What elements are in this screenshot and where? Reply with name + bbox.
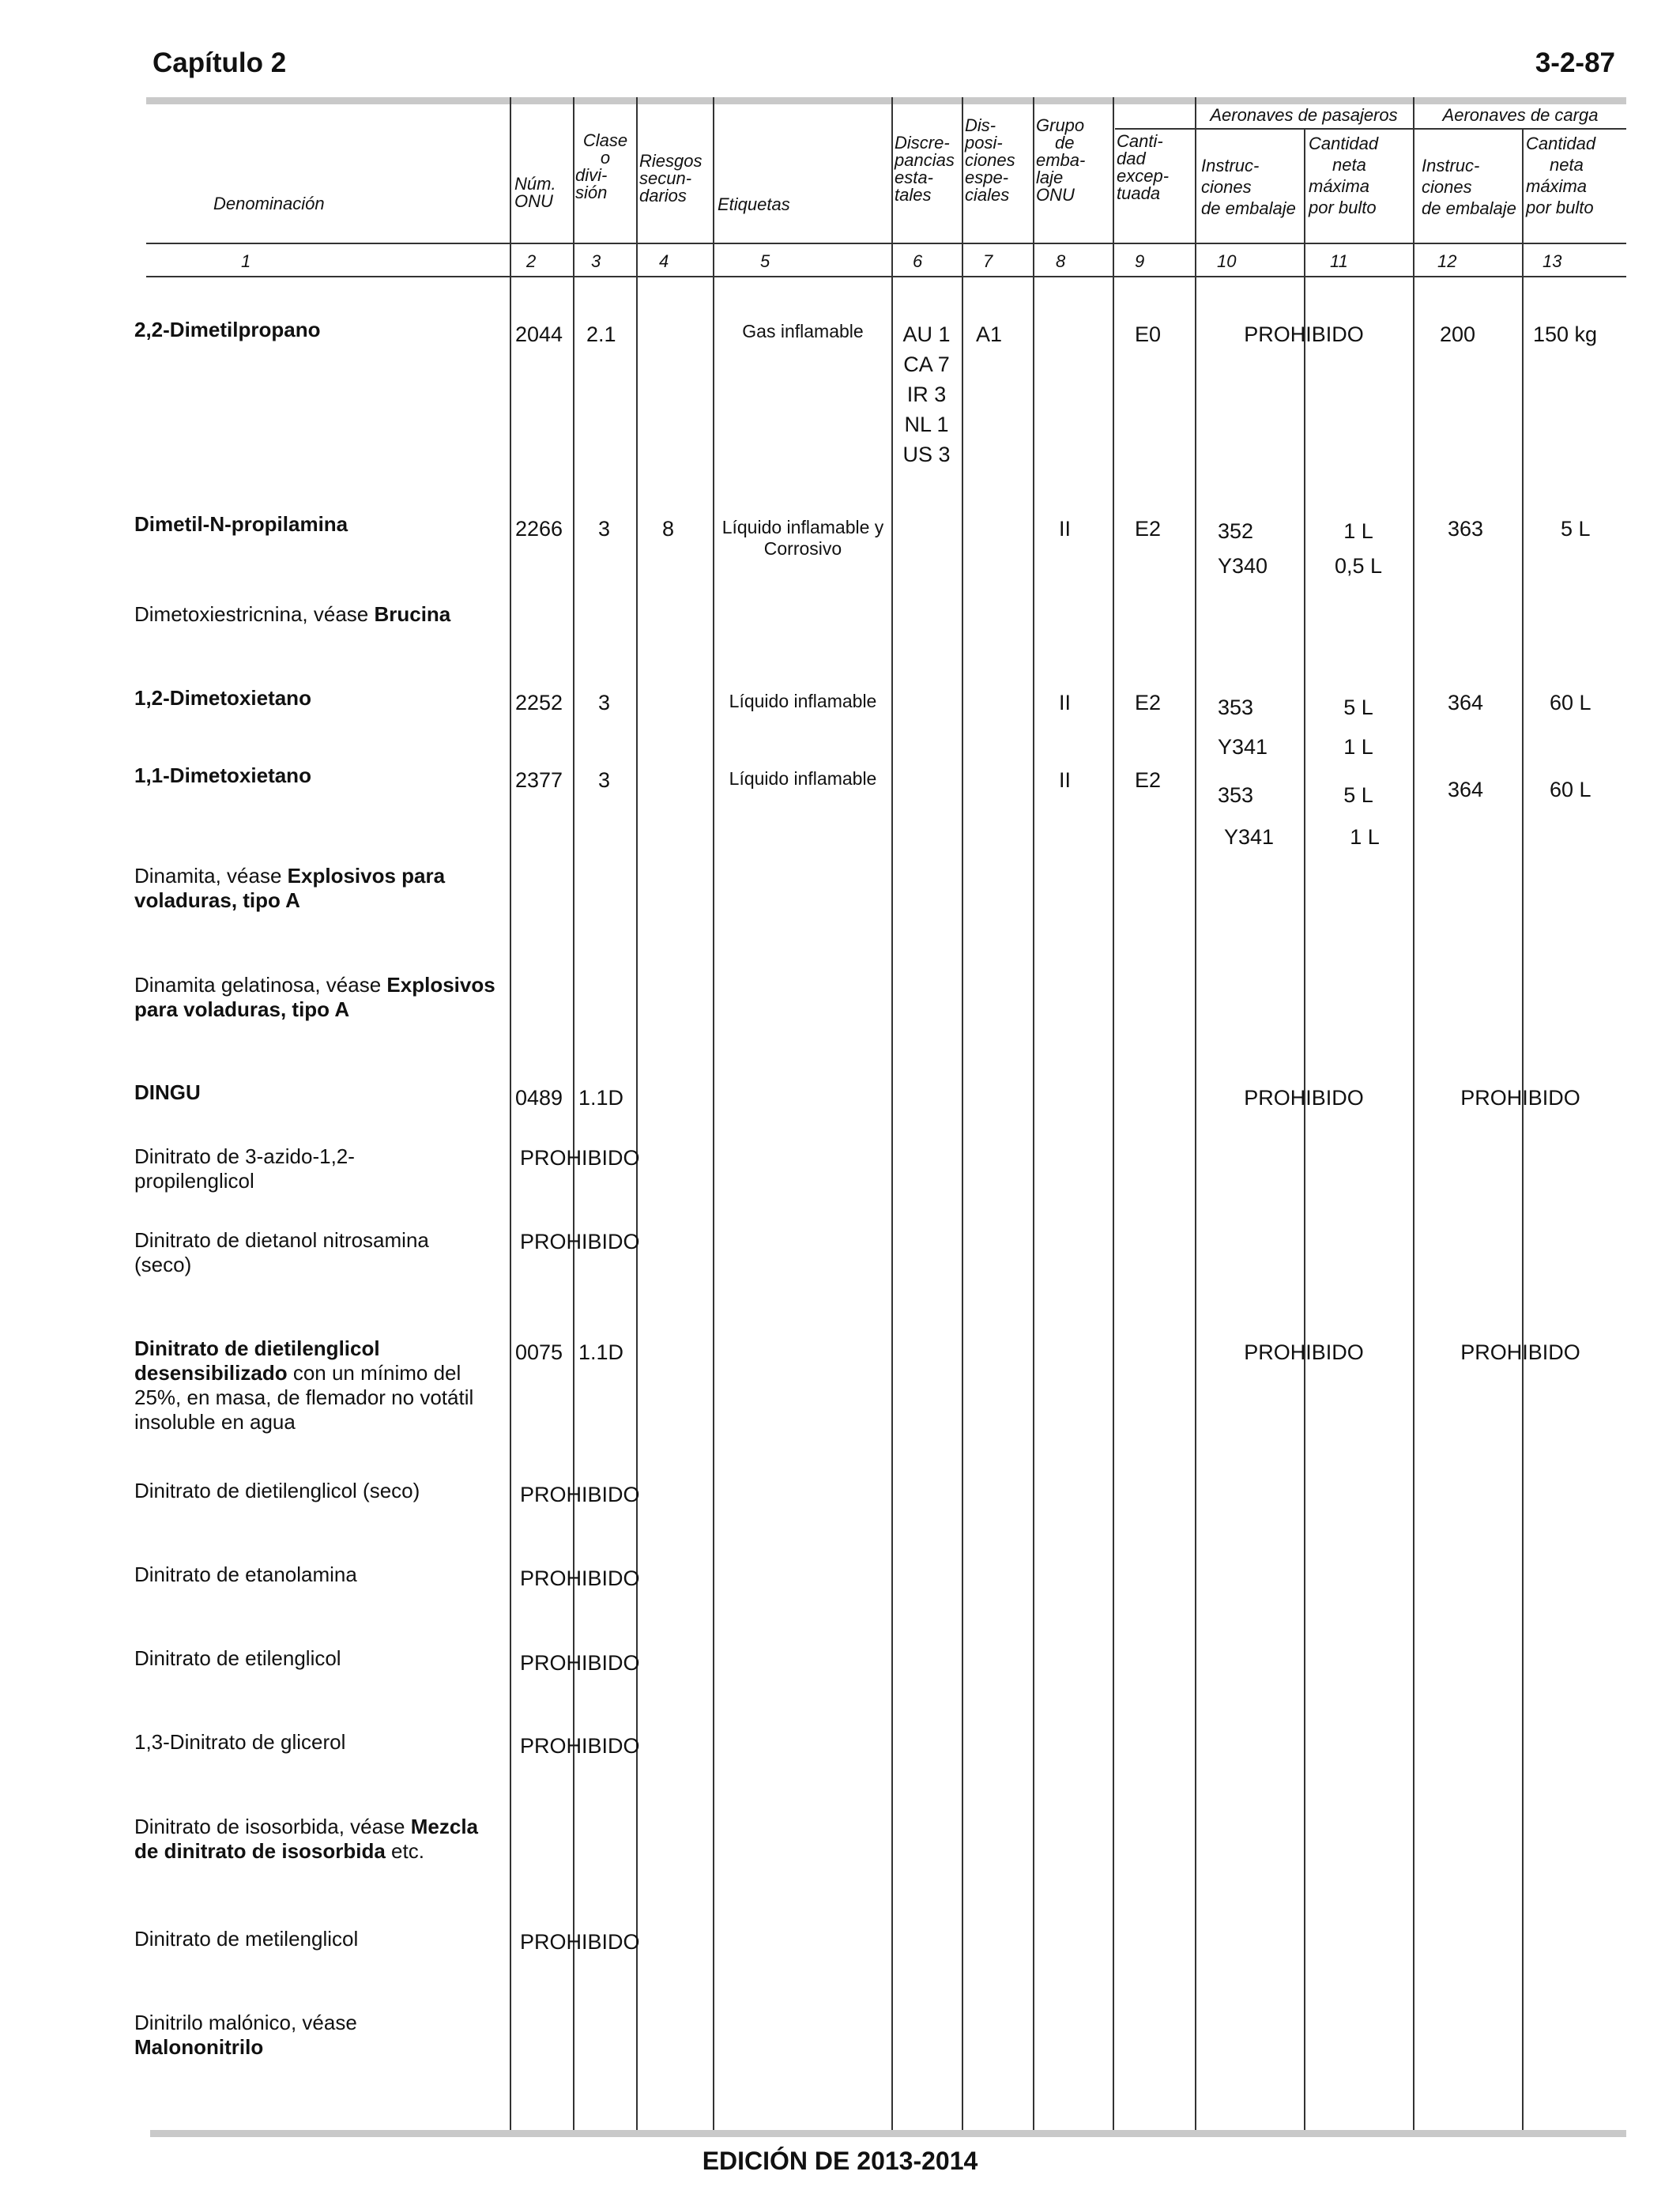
passenger-instruction: 353 Y341 bbox=[1218, 783, 1275, 849]
entry-name: 1,1-Dimetoxietano bbox=[134, 763, 311, 787]
packing-group: II bbox=[1059, 517, 1072, 541]
packing-group: II bbox=[1059, 768, 1072, 792]
entry-name: Dinitrato de etilenglicol bbox=[134, 1646, 341, 1670]
header-cargo-instructions: Instruc- ciones de embalaje bbox=[1422, 156, 1516, 218]
prohibited-status: PROHIBIDO bbox=[520, 1930, 640, 1954]
bottom-rule bbox=[150, 2130, 1626, 2137]
header-denominacion: Denominación bbox=[213, 194, 325, 213]
entry-name: Dinitrato de 3-azido-1,2-propilenglicol bbox=[134, 1144, 355, 1193]
entry-name: Dinitrato de etanolamina bbox=[134, 1563, 357, 1586]
column-divider bbox=[713, 97, 714, 2130]
passenger-quantity: 5 L 1 L bbox=[1343, 783, 1380, 849]
entry-name: Dimetoxiestricnina, véase Brucina bbox=[134, 602, 451, 626]
passenger-quantity: 5 L 1 L bbox=[1343, 696, 1373, 759]
entry-name: Dinitrato de dietanol nitrosamina (seco) bbox=[134, 1228, 429, 1276]
un-number: 2266 bbox=[515, 517, 563, 541]
column-number: 7 bbox=[983, 251, 993, 271]
top-rule bbox=[146, 97, 1626, 104]
cargo-instruction: 200 bbox=[1440, 322, 1476, 346]
excepted-quantity: E2 bbox=[1135, 691, 1162, 714]
entry-name: Dinamita gelatinosa, véase Explosivos para voladuras, tipo A bbox=[134, 973, 495, 1021]
passenger-instruction: 353 Y341 bbox=[1218, 696, 1268, 759]
class-division: 1.1D bbox=[578, 1086, 624, 1110]
passenger-prohibited: PROHIBIDO bbox=[1244, 322, 1364, 346]
entry-name: Dinitrilo malónico, véase Malononitrilo bbox=[134, 2011, 357, 2059]
class-division: 3 bbox=[598, 768, 611, 792]
class-division: 3 bbox=[598, 517, 611, 541]
chapter-title: Capítulo 2 bbox=[153, 47, 287, 78]
prohibited-status: PROHIBIDO bbox=[520, 1230, 640, 1253]
column-number: 5 bbox=[760, 251, 770, 271]
excepted-quantity: E2 bbox=[1135, 517, 1162, 541]
hazard-label: Gas inflamable bbox=[742, 321, 864, 341]
entry-name: 1,2-Dimetoxietano bbox=[134, 686, 311, 710]
column-number: 9 bbox=[1135, 251, 1145, 271]
cargo-quantity: 60 L bbox=[1550, 778, 1591, 801]
header-passenger-aircraft: Aeronaves de pasajeros bbox=[1210, 105, 1398, 125]
cargo-quantity: 150 kg bbox=[1533, 322, 1598, 346]
special-provision: A1 bbox=[976, 322, 1003, 346]
prohibited-status: PROHIBIDO bbox=[520, 1146, 640, 1170]
entry-name: 2,2-Dimetilpropano bbox=[134, 318, 321, 341]
column-number: 10 bbox=[1217, 251, 1237, 271]
un-number: 2252 bbox=[515, 691, 563, 714]
header-secondary-risks: Riesgos secun- darios bbox=[639, 151, 703, 205]
column-number: 13 bbox=[1543, 251, 1562, 271]
un-number: 0489 bbox=[515, 1086, 563, 1110]
entry-name: Dinitrato de metilenglicol bbox=[134, 1927, 359, 1951]
cargo-instruction: 364 bbox=[1448, 778, 1484, 801]
class-division: 1.1D bbox=[578, 1340, 624, 1364]
column-divider bbox=[1033, 97, 1034, 2130]
entry-name: Dimetil-N-propilamina bbox=[134, 512, 348, 536]
passenger-quantity: 1 L 0,5 L bbox=[1334, 519, 1383, 578]
column-number-rule bbox=[146, 276, 1626, 277]
header-packing-group: Grupo de emba- laje ONU bbox=[1036, 115, 1086, 205]
entry-name: 1,3-Dinitrato de glicerol bbox=[134, 1730, 346, 1754]
un-number: 2377 bbox=[515, 768, 563, 792]
prohibited-status: PROHIBIDO bbox=[520, 1651, 640, 1675]
class-division: 3 bbox=[598, 691, 611, 714]
entry-name: Dinitrato de dietilenglicol (seco) bbox=[134, 1479, 420, 1502]
header-class-division: divi- sión bbox=[575, 165, 608, 202]
header-excepted-quantity: Canti- dad excep- tuada bbox=[1117, 131, 1170, 203]
passenger-prohibited: PROHIBIDO bbox=[1244, 1340, 1364, 1364]
header-cargo-aircraft: Aeronaves de carga bbox=[1442, 105, 1599, 125]
column-divider bbox=[636, 97, 638, 2130]
header-state-variations: Discre- pancias esta- tales bbox=[895, 133, 955, 205]
entry-name: Dinamita, véase Explosivos para voladuras, tipo A bbox=[134, 864, 446, 912]
column-divider bbox=[573, 97, 574, 2130]
column-number: 1 bbox=[241, 251, 251, 271]
excepted-quantity: E2 bbox=[1135, 768, 1162, 792]
excepted-quantity: E0 bbox=[1135, 322, 1162, 346]
column-number: 6 bbox=[913, 251, 923, 271]
prohibited-status: PROHIBIDO bbox=[520, 1483, 640, 1506]
cargo-instruction: 363 bbox=[1448, 517, 1484, 541]
page-number: 3-2-87 bbox=[1535, 47, 1615, 78]
header-un-number: Núm. ONU bbox=[514, 174, 556, 211]
column-divider bbox=[962, 97, 963, 2130]
header-cargo-quantity: Cantidad neta máxima por bulto bbox=[1526, 134, 1596, 217]
passenger-instruction: 352 Y340 bbox=[1218, 519, 1268, 578]
column-number: 3 bbox=[591, 251, 601, 271]
secondary-risk: 8 bbox=[662, 517, 675, 541]
column-divider bbox=[1304, 128, 1305, 2130]
header-pax-quantity: Cantidad neta máxima por bulto bbox=[1309, 134, 1379, 217]
column-divider bbox=[1413, 97, 1414, 2130]
packing-group: II bbox=[1059, 691, 1072, 714]
header-labels: Etiquetas bbox=[718, 194, 790, 214]
column-divider bbox=[1522, 128, 1524, 2130]
header-class: Clase o bbox=[582, 130, 628, 168]
edition-footer: EDICIÓN DE 2013-2014 bbox=[702, 2147, 978, 2175]
un-number: 0075 bbox=[515, 1340, 563, 1364]
hazard-label: Líquido inflamable y Corrosivo bbox=[721, 517, 884, 559]
aircraft-group-rule bbox=[1115, 128, 1626, 130]
column-number: 11 bbox=[1330, 251, 1348, 271]
class-division: 2.1 bbox=[586, 322, 616, 346]
column-number: 12 bbox=[1437, 251, 1457, 271]
prohibited-status: PROHIBIDO bbox=[520, 1566, 640, 1590]
entry-name: Dinitrato de isosorbida, véase Mezcla de dinitrato de isosorbida etc. bbox=[134, 1815, 479, 1863]
entry-name: DINGU bbox=[134, 1080, 201, 1104]
prohibited-status: PROHIBIDO bbox=[520, 1734, 640, 1758]
un-number: 2044 bbox=[515, 322, 563, 346]
column-divider bbox=[510, 97, 511, 2130]
header-bottom-rule bbox=[146, 243, 1626, 244]
cargo-prohibited: PROHIBIDO bbox=[1460, 1340, 1580, 1364]
column-number: 4 bbox=[659, 251, 669, 271]
passenger-prohibited: PROHIBIDO bbox=[1244, 1086, 1364, 1110]
column-divider bbox=[1195, 97, 1196, 2130]
entry-name: Dinitrato de dietilenglicol desensibilizado con un mínimo del 25%, en masa, de flemador no votátil insoluble en agua bbox=[134, 1336, 474, 1434]
header-special-provisions: Dis- posi- ciones espe- ciales bbox=[965, 115, 1015, 205]
column-number: 2 bbox=[526, 251, 537, 271]
cargo-quantity: 5 L bbox=[1561, 517, 1591, 541]
column-divider bbox=[1113, 97, 1114, 2130]
cargo-instruction: 364 bbox=[1448, 691, 1484, 714]
header-pax-instructions: Instruc- ciones de embalaje bbox=[1201, 156, 1296, 218]
column-number: 8 bbox=[1056, 251, 1066, 271]
cargo-prohibited: PROHIBIDO bbox=[1460, 1086, 1580, 1110]
state-variation: AU 1 CA 7 IR 3 NL 1 US 3 bbox=[902, 322, 951, 466]
hazard-label: Líquido inflamable bbox=[729, 768, 877, 789]
hazard-label: Líquido inflamable bbox=[729, 691, 877, 711]
cargo-quantity: 60 L bbox=[1550, 691, 1591, 714]
